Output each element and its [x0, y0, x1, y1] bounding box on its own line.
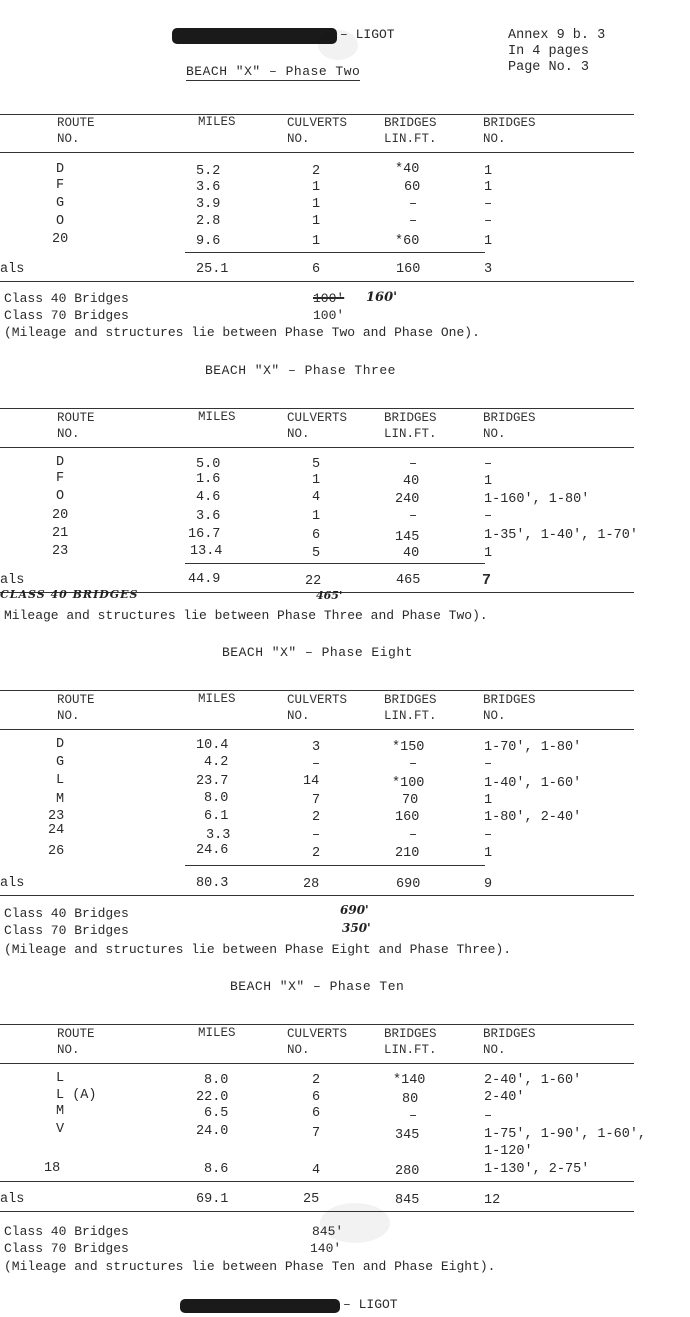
column-header-route: ROUTE NO. [57, 116, 95, 146]
column-header-culverts: CULVERTS NO. [287, 116, 348, 146]
class-40-handwritten: CLASS 40 BRIDGES [0, 588, 139, 601]
column-header-bridges-no: BRIDGES NO. [483, 411, 536, 441]
class-40-label: Class 40 Bridges [4, 1224, 129, 1239]
column-header-miles: MILES [198, 115, 236, 129]
annex-line-3: Page No. 3 [508, 60, 590, 75]
column-header-route: ROUTE NO. [57, 1027, 95, 1057]
column-header-bridges-lin: BRIDGES LIN.FT. [384, 116, 437, 146]
scan-smudge [318, 30, 358, 60]
section-title-phase-two: BEACH "X" – Phase Two [186, 64, 361, 79]
redaction-bar-bottom [180, 1299, 340, 1313]
table-rule-bottom [0, 281, 634, 282]
class-40-label: Class 40 Bridges [4, 906, 129, 921]
column-header-bridges-lin: BRIDGES LIN.FT. [384, 693, 437, 723]
annex-reference [508, 28, 605, 76]
section-title-phase-ten: BEACH "X" – Phase Ten [230, 979, 405, 994]
table-rule-bottom [0, 895, 634, 896]
column-header-culverts: CULVERTS NO. [287, 411, 348, 441]
table-rule-bottom [0, 1211, 634, 1212]
column-header-route: ROUTE NO. [57, 411, 95, 441]
class-70-label: Class 70 Bridges [4, 923, 129, 938]
table-rule-header [0, 1063, 634, 1064]
class-40-label: Class 40 Bridges [4, 291, 129, 306]
class-40-handwritten-value: 465' [316, 589, 343, 602]
column-header-bridges-lin: BRIDGES LIN.FT. [384, 411, 437, 441]
mileage-note: (Mileage and structures lie between Phase Two and Phase One). [4, 325, 480, 340]
mileage-note: (Mileage and structures lie between Phase Eight and Phase Three). [4, 942, 512, 957]
table-rule-totals [0, 1181, 634, 1182]
column-header-miles: MILES [198, 410, 236, 424]
redaction-bar-top [172, 28, 337, 44]
section-title-phase-three: BEACH "X" – Phase Three [205, 363, 396, 378]
column-header-route: ROUTE NO. [57, 693, 95, 723]
table-rule-totals [185, 252, 485, 253]
column-header-bridges-no: BRIDGES NO. [483, 116, 536, 146]
scan-smudge [320, 1203, 390, 1243]
class-70-label: Class 70 Bridges [4, 1241, 129, 1256]
column-header-culverts: CULVERTS NO. [287, 693, 348, 723]
mileage-note: (Mileage and structures lie between Phase Ten and Phase Eight). [4, 1259, 496, 1274]
column-header-bridges-no: BRIDGES NO. [483, 1027, 536, 1057]
class-70-value: 100' [313, 308, 345, 323]
column-header-culverts: CULVERTS NO. [287, 1027, 348, 1057]
column-header-bridges-no: BRIDGES NO. [483, 693, 536, 723]
classification-marking-top: – LIGOT [340, 27, 395, 42]
class-40-handwritten: 690' [340, 903, 369, 917]
table-rule-header [0, 152, 634, 153]
classification-marking-bottom: – LIGOT [343, 1297, 398, 1312]
column-header-bridges-lin: BRIDGES LIN.FT. [384, 1027, 437, 1057]
table-rule-top [0, 1024, 634, 1025]
column-header-miles: MILES [198, 692, 236, 706]
annex-line-1: Annex 9 b. 3 [508, 28, 606, 43]
section-title-phase-eight: BEACH "X" – Phase Eight [222, 645, 413, 660]
table-rule-totals [185, 563, 485, 564]
class-40-value-struck: 100' [313, 291, 345, 306]
class-40-handwritten: 160' [366, 290, 398, 305]
table-rule-header [0, 729, 634, 730]
class-40-value: 845' [312, 1224, 344, 1239]
mileage-note: Mileage and structures lie between Phase Three and Phase Two). [4, 608, 488, 623]
table-rule-top [0, 690, 634, 691]
table-rule-header [0, 447, 634, 448]
column-header-miles: MILES [198, 1026, 236, 1040]
annex-line-2: In 4 pages [508, 44, 590, 59]
table-rule-totals [185, 865, 485, 866]
class-70-handwritten: 350' [342, 921, 371, 935]
table-rule-top [0, 408, 634, 409]
class-70-value: 140' [310, 1241, 342, 1256]
class-70-label: Class 70 Bridges [4, 308, 129, 323]
